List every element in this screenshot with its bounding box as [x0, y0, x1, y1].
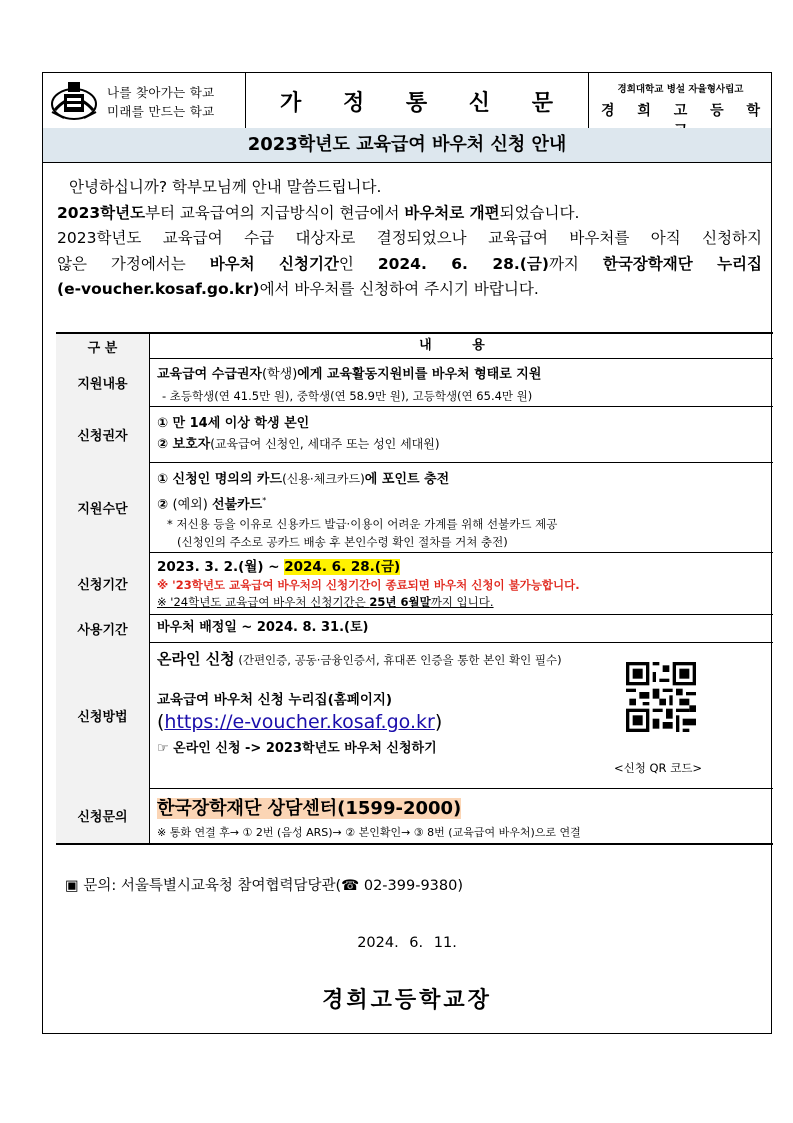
- motto-line-2: 미래를 만드는 학교: [107, 104, 215, 119]
- row-label-inquiry: 신청문의: [56, 788, 150, 843]
- greeting: 안녕하십니까? 학부모님께 안내 말씀드립니다.: [69, 178, 382, 196]
- usage-period: 바우처 배정일 ~ 2024. 8. 31.(토): [157, 620, 369, 635]
- method-url: (https://e-voucher.kosaf.go.kr): [157, 711, 443, 733]
- inquiry-center: 한국장학재단 상담센터(1599-2000): [157, 798, 462, 819]
- method-online: 온라인 신청 (간편인증, 공동·금융인증서, 휴대폰 인증을 통한 본인 확인 필수): [157, 650, 562, 668]
- method-site-label: 교육급여 바우처 신청 누리집(홈페이지): [157, 692, 393, 708]
- row-label-applicant: 신청권자: [56, 406, 150, 462]
- voucher-site-link[interactable]: https://e-voucher.kosaf.go.kr: [164, 711, 435, 733]
- newsletter-title: 가 정 통 신 문: [280, 91, 570, 116]
- table-row-applicant: [56, 406, 773, 463]
- row-label-support: 지원내용: [56, 358, 150, 406]
- intro-line-5: (e-voucher.kosaf.go.kr)에서 바우처를 신청하여 주시기 바랍니다.: [57, 280, 539, 298]
- period-warning: ※ '23학년도 교육급여 바우처의 신청기간이 종료되면 바우처 신청이 불가능합니다.: [157, 578, 580, 592]
- row-label-period: 신청기간: [56, 552, 150, 614]
- school-affiliation: 경희대학교 병설 자율형사립고: [617, 84, 744, 95]
- intro-line-2: 2023학년도부터 교육급여의 지급방식이 현금에서 바우처로 개편되었습니다.: [57, 203, 580, 222]
- table-row-method: [56, 642, 773, 789]
- intro-line-3: 2023학년도 교육급여 수급 대상자로 결정되었으나 교육급여 바우처를 아직 신청하지: [57, 229, 762, 247]
- table-header-content: 내 용: [419, 338, 503, 353]
- row-label-payment: 지원수단: [56, 462, 150, 552]
- contact-info: ▣ 문의: 서울특별시교육청 참여협력담당관(☎ 02-399-9380): [65, 878, 464, 894]
- issue-date: 2024. 6. 11.: [357, 935, 457, 951]
- qr-caption: <신청 QR 코드>: [614, 761, 703, 775]
- letterhead: [43, 73, 771, 129]
- table-row-inquiry: [56, 788, 773, 845]
- table-row-support: [56, 358, 773, 407]
- school-emblem-icon: [49, 80, 99, 122]
- applicant-guardian: ② 보호자(교육급여 신청인, 세대주 또는 성인 세대원): [157, 437, 440, 452]
- payment-note-2: (신청인의 주소로 공카드 배송 후 본인수령 확인 절차를 거쳐 충전): [177, 535, 508, 550]
- intro-paragraph: [57, 175, 762, 303]
- row-label-method: 신청방법: [56, 642, 150, 788]
- school-name: 경 희 고 등 학: [600, 103, 770, 119]
- period-range: 2023. 3. 2.(월) ~ 2024. 6. 28.(금): [157, 559, 401, 575]
- table-row-period: [56, 552, 773, 615]
- signature: 경희고등학교장: [322, 988, 492, 1013]
- applicant-student: ① 만 14세 이상 학생 본인: [157, 416, 310, 431]
- period-note: ※ '24학년도 교육급여 바우처 신청기간은 25년 6월말까지 입니다.: [157, 595, 494, 609]
- document-title: 2023학년도 교육급여 바우처 신청 안내: [43, 128, 771, 163]
- payment-note-1: * 저신용 등을 이유로 신용카드 발급·이용이 어려운 가계를 위해 선불카드 제공: [167, 517, 558, 532]
- inquiry-steps: ※ 통화 연결 후→ ① 2번 (음성 ARS)→ ② 본인확인→ ③ 8번 (교육급여 바우처)으로 연결: [157, 826, 581, 839]
- qr-code-icon[interactable]: [626, 662, 696, 732]
- table-row-payment: [56, 462, 773, 553]
- row-label-usage: 사용기간: [56, 614, 150, 642]
- payment-prepaid: ② (예외) 선불카드*: [157, 496, 267, 513]
- table-row-usage: [56, 614, 773, 643]
- motto-line-1: 나를 찾아가는 학교: [107, 85, 215, 100]
- support-amounts: - 초등학생(연 41.5만 원), 중학생(연 58.9만 원), 고등학생(연 65.4만 원): [162, 389, 533, 403]
- table-header-label: 구 분: [56, 334, 150, 358]
- support-main: 교육급여 수급권자(학생)에게 교육활동지원비를 바우처 형태로 지원: [157, 367, 542, 382]
- motto-cell: [43, 73, 246, 128]
- method-steps: ☞ 온라인 신청 -> 2023학년도 바우처 신청하기: [157, 741, 437, 756]
- table-header-row: [56, 332, 773, 359]
- intro-line-4: 않은 가정에서는 바우처 신청기간인 2024. 6. 28.(금)까지 한국장학재단 누리집: [57, 254, 763, 273]
- payment-card: ① 신청인 명의의 카드(신용·체크카드)에 포인트 충전: [157, 472, 450, 487]
- school-cell: [588, 73, 773, 128]
- newsletter-page: [42, 72, 772, 1034]
- newsletter-title-cell: [245, 73, 589, 128]
